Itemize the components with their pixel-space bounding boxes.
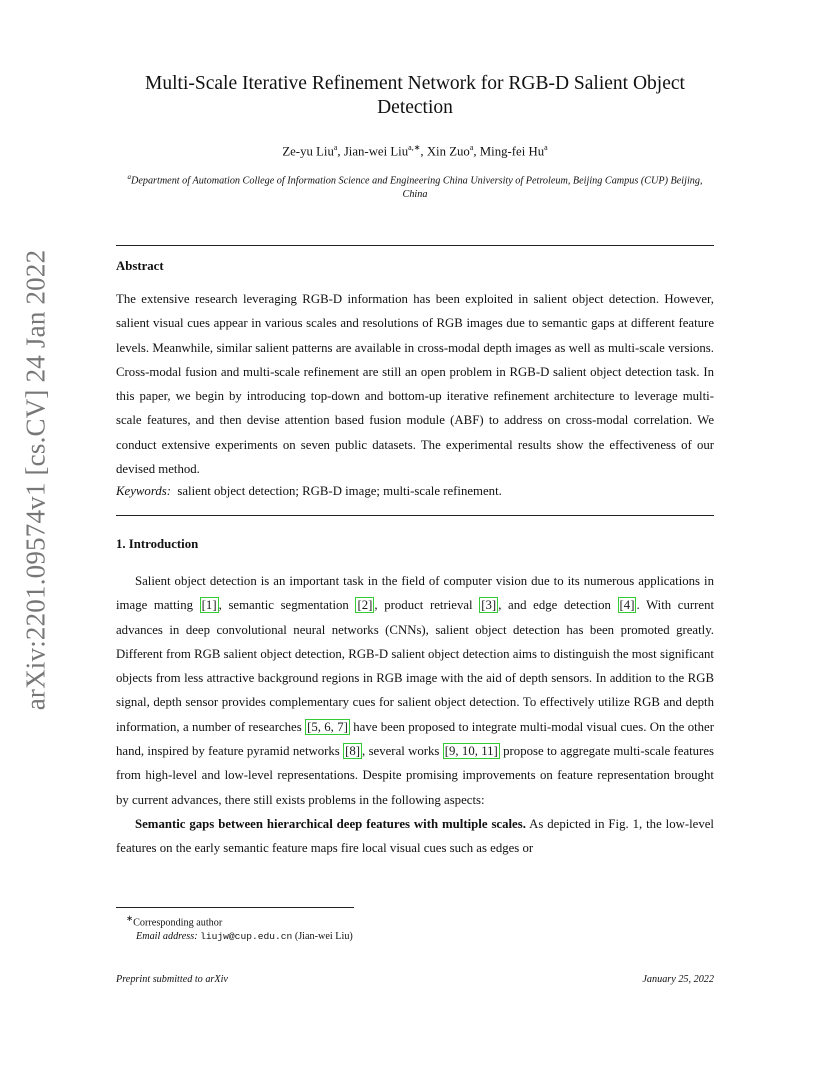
citation-link[interactable]: [3] — [481, 598, 497, 613]
footnote-line — [116, 911, 714, 930]
email-owner: (Jian-wei Liu) — [294, 931, 353, 943]
arxiv-identifier: arXiv:2201.09574v1 [cs.CV] 24 Jan 2022 — [20, 249, 51, 711]
text-run: , and edge detection — [498, 598, 618, 613]
citation-link[interactable]: [2] — [357, 598, 373, 613]
author-name: Xin Zuo — [426, 144, 470, 159]
footnote-rule — [116, 907, 354, 908]
affiliation-text: Department of Automation College of Information Science and Engineering China University of Petroleum, Beijing Campus (CUP) Beijing, China — [130, 175, 703, 200]
author-name: Ze-yu Liu — [282, 144, 334, 159]
author-list: Ze-yu Liu$^a$, Jian-wei Liu$^{a,∗}$, Xin Zuo$^a$, Ming-fei Hu$^a$ — [282, 143, 548, 159]
introduction-body — [116, 569, 714, 861]
footer-preprint-note: Preprint submitted to arXiv — [116, 974, 228, 985]
footnote-mark: ∗ — [126, 913, 134, 923]
footnote — [116, 911, 714, 944]
affiliation-mark: a — [127, 173, 131, 181]
author-name: Ming-fei Hu — [479, 144, 545, 159]
email-address[interactable]: liujw@cup.edu.cn — [200, 931, 293, 943]
footnote-email-line — [116, 930, 714, 944]
email-label: Email address: — [136, 931, 198, 943]
text-run: , several works — [362, 744, 443, 759]
keywords-label: Keywords: — [116, 484, 171, 498]
paragraph — [116, 569, 714, 812]
footnote-text: Corresponding author — [133, 917, 223, 929]
text-run: . With current advances in deep convolutional neural networks (CNNs), salient object detection has been promoted greatly. Different from RGB salient object detection, RGB-D salient object detection aims to distinguish the most significant objects from less attractive background regions in RGB image with the aid of depth sensors. In addition to the RGB signal, depth sensor provides complementary cues for salient object detection. To effectively utilize RGB and depth information, a number of researches — [116, 598, 715, 734]
citation-link[interactable]: [8] — [345, 744, 361, 759]
citation-link[interactable]: [5, 6, 7] — [307, 719, 348, 734]
author-name: Jian-wei Liu — [343, 144, 409, 159]
text-run: have been proposed to integrate multi-modal visual cues. On the other hand, inspired by feature pyramid networks — [116, 719, 714, 759]
affiliation — [116, 171, 714, 201]
citation-link[interactable]: [4] — [619, 598, 635, 613]
abstract-top-rule — [116, 245, 714, 246]
paper-title — [116, 72, 714, 120]
abstract-heading: Abstract — [116, 259, 164, 273]
title-line-1: Multi-Scale Iterative Refinement Network for RGB-D Salient Object — [145, 73, 685, 94]
keywords-text: salient object detection; RGB-D image; multi-scale refinement. — [177, 484, 502, 498]
author-mark: a — [544, 143, 548, 152]
citation-link[interactable]: [9, 10, 11] — [444, 744, 498, 759]
text-run: propose to aggregate multi-scale features from high-level and low-level representations. Despite promising improvements on feature representation brought by current advances, there still exists problems in the following aspects: — [116, 744, 714, 807]
paragraph — [116, 812, 714, 861]
section-heading-introduction: 1. Introduction — [116, 537, 199, 551]
author-mark: a — [469, 143, 474, 152]
author-mark: a — [333, 143, 338, 152]
author-mark: a,∗ — [408, 143, 421, 152]
arxiv-sidebar — [14, 249, 58, 711]
text-run: Salient object detection is an important task in the field of computer vision due to its numerous applications in image matting — [116, 574, 714, 613]
title-line-2: Detection — [377, 97, 453, 118]
bold-lead-in: Semantic gaps between hierarchical deep features with multiple scales. — [135, 816, 526, 831]
abstract-text: The extensive research leveraging RGB-D information has been exploited in salient object detection. However, salient visual cues appear in various scales and resolutions of RGB images due to semantic gaps at different feature levels. Meanwhile, similar salient patterns are available in cross-modal depth images as well as multi-scale versions. Cross-modal fusion and multi-scale refinement are still an open problem in RGB-D salient object detection task. In this paper, we begin by introducing top-down and bottom-up iterative refinement architecture to leverage multi-scale features, and then devise attention based fusion module (ABF) to address on cross-modal correlation. We conduct extensive experiments on seven public datasets. The experimental results show the effectiveness of our devised method. — [116, 292, 714, 477]
text-run: , semantic segmentation — [218, 598, 356, 613]
abstract-bottom-rule — [116, 515, 714, 516]
footer-date: January 25, 2022 — [642, 974, 714, 985]
text-run: As depicted in Fig. 1, the low-level features on the early semantic feature maps fire local visual cues such as edges or — [116, 816, 714, 856]
keywords — [116, 484, 714, 499]
citation-link[interactable]: [1] — [201, 598, 217, 613]
text-run: , product retrieval — [374, 598, 480, 613]
